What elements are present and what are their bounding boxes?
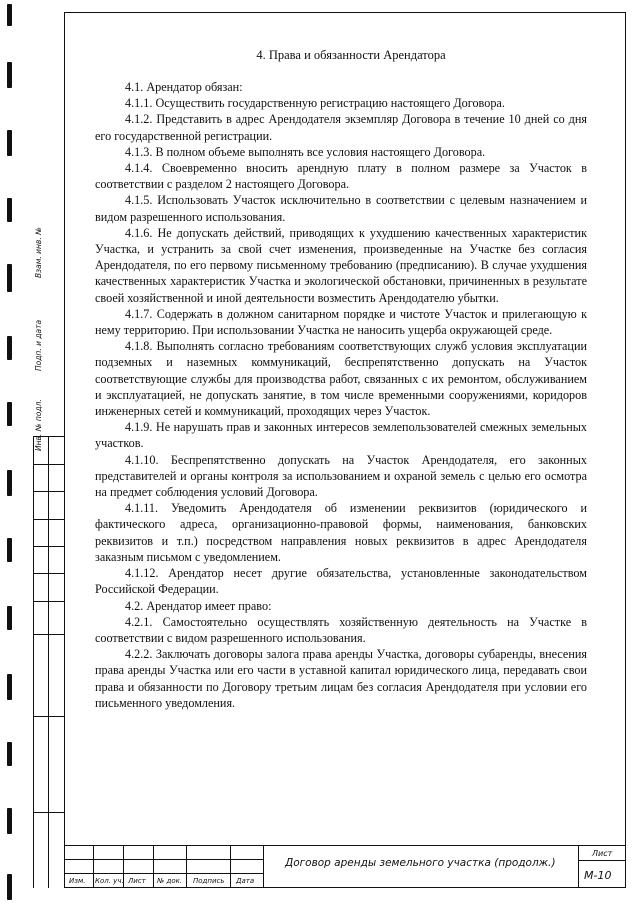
paragraph: 4.1.6. Не допускать действий, приводящих к ухудшению качественных характеристик Участка, и устранить за свой счет изменения, произведенные на Участке без согласия Арендодателя, по его первому письменному требованию (предписанию). В случае ухудшения качественных характеристик Участка и экологической обстановки, причиненных в результате своей хозяйственной и иной деятельности возместить Арендодателю убытки. bbox=[95, 225, 587, 305]
binding-mark bbox=[7, 198, 12, 222]
side-stamp bbox=[33, 436, 64, 888]
paragraph: 4.1.8. Выполнять согласно требованиям соответствующих служб условия эксплуатации подземных и наземных коммуникаций, беспрепятственно допускать на Участок соответствующие службы для производства работ, связанных с их ремонтом, обслуживанием и эксплуатацией, не допускать занятие, в том числе временными сооружениями, коридоров инженерных сетей и коммуникаций, проходящих через Участок. bbox=[95, 339, 587, 419]
binding-edge bbox=[0, 0, 20, 904]
binding-mark bbox=[7, 4, 12, 26]
col-list: Лист bbox=[128, 877, 146, 885]
paragraph: 4.1.5. Использовать Участок исключительно в соответствии с целевым назначением и видом разрешенного использования. bbox=[95, 193, 587, 224]
paragraph: 4.1.11. Уведомить Арендодателя об изменении реквизитов (юридического и фактического адреса, организационно-правовой формы, наименования, банковских реквизитов и т.п.) посредством направления новых реквизитов в адрес Арендодателя заказным письмом с уведомлением. bbox=[95, 501, 587, 564]
binding-mark bbox=[7, 264, 12, 292]
col-n-dok: № док. bbox=[157, 877, 183, 885]
binding-mark bbox=[7, 674, 12, 700]
binding-mark bbox=[7, 336, 12, 360]
paragraph: 4.1.12. Арендатор несет другие обязательства, установленные законодательством Российской Федерации. bbox=[95, 566, 587, 597]
binding-mark bbox=[7, 538, 12, 562]
binding-mark bbox=[7, 606, 12, 630]
binding-mark bbox=[7, 874, 12, 900]
binding-mark bbox=[7, 130, 12, 156]
paragraph: 4.2.1. Самостоятельно осуществлять хозяйственную деятельность на Участке в соответствии с видом разрешенного использования. bbox=[95, 614, 587, 645]
side-label-inv-podl: Инв. № подл. bbox=[34, 399, 43, 451]
paragraph: 4.1.2. Представить в адрес Арендодателя экземпляр Договора в течение 10 дней со дня его государственной регистрации. bbox=[95, 112, 587, 143]
binding-mark bbox=[7, 470, 12, 496]
side-label-podp-data: Подп. и дата bbox=[34, 319, 43, 371]
col-podpis: Подпись bbox=[193, 877, 225, 885]
side-label-vzam-inv: Взам. инв. № bbox=[34, 227, 43, 278]
binding-mark bbox=[7, 402, 12, 426]
title-block-border bbox=[64, 845, 626, 846]
col-data: Дата bbox=[236, 877, 255, 885]
paragraph: 4.1.3. В полном объеме выполнять все условия настоящего Договора. bbox=[125, 144, 486, 159]
paragraph: 4.1.10. Беспрепятственно допускать на Участок Арендодателя, его законных представителей и органы контроля за использованием и охраной земель с целью его осмотра на предмет соблюдения условий Договора. bbox=[95, 452, 587, 500]
binding-mark bbox=[7, 62, 12, 88]
paragraph: 4.1.1. Осуществить государственную регистрацию настоящего Договора. bbox=[125, 96, 505, 111]
col-izm: Изм. bbox=[69, 877, 86, 885]
document-body bbox=[95, 48, 587, 711]
paragraph: 4.1. Арендатор обязан: bbox=[125, 80, 243, 94]
section-title: 4. Права и обязанности Арендатора bbox=[256, 48, 446, 62]
document-title: Договор аренды земельного участка (продолж.) bbox=[285, 857, 556, 869]
paragraph: 4.2.2. Заключать договоры залога права аренды Участка, договоры субаренды, внесения права аренды Участка или его части в уставной капитал юридического лица, передавать свои права и обязанности по Договору третьим лицам без согласия Арендодателя при условии его письменного уведомления. bbox=[95, 647, 587, 710]
sheet-number: М-10 bbox=[584, 869, 612, 882]
binding-mark bbox=[7, 742, 12, 766]
paragraph: 4.1.4. Своевременно вносить арендную плату в полном размере за Участок в соответствии с разделом 2 настоящего Договора. bbox=[95, 161, 587, 192]
paragraph: 4.2. Арендатор имеет право: bbox=[125, 598, 272, 613]
paragraph: 4.1.7. Содержать в должном санитарном порядке и чистоте Участок и прилегающую к нему территорию. При использовании Участка не наносить ущерба окружающей среде. bbox=[95, 306, 587, 338]
binding-mark bbox=[7, 808, 12, 834]
sheet-label: Лист bbox=[592, 849, 613, 858]
paragraph: 4.1.9. Не нарушать прав и законных интересов землепользователей смежных земельных участков. bbox=[95, 420, 587, 451]
col-kol-uch: Кол. уч. bbox=[95, 877, 124, 885]
